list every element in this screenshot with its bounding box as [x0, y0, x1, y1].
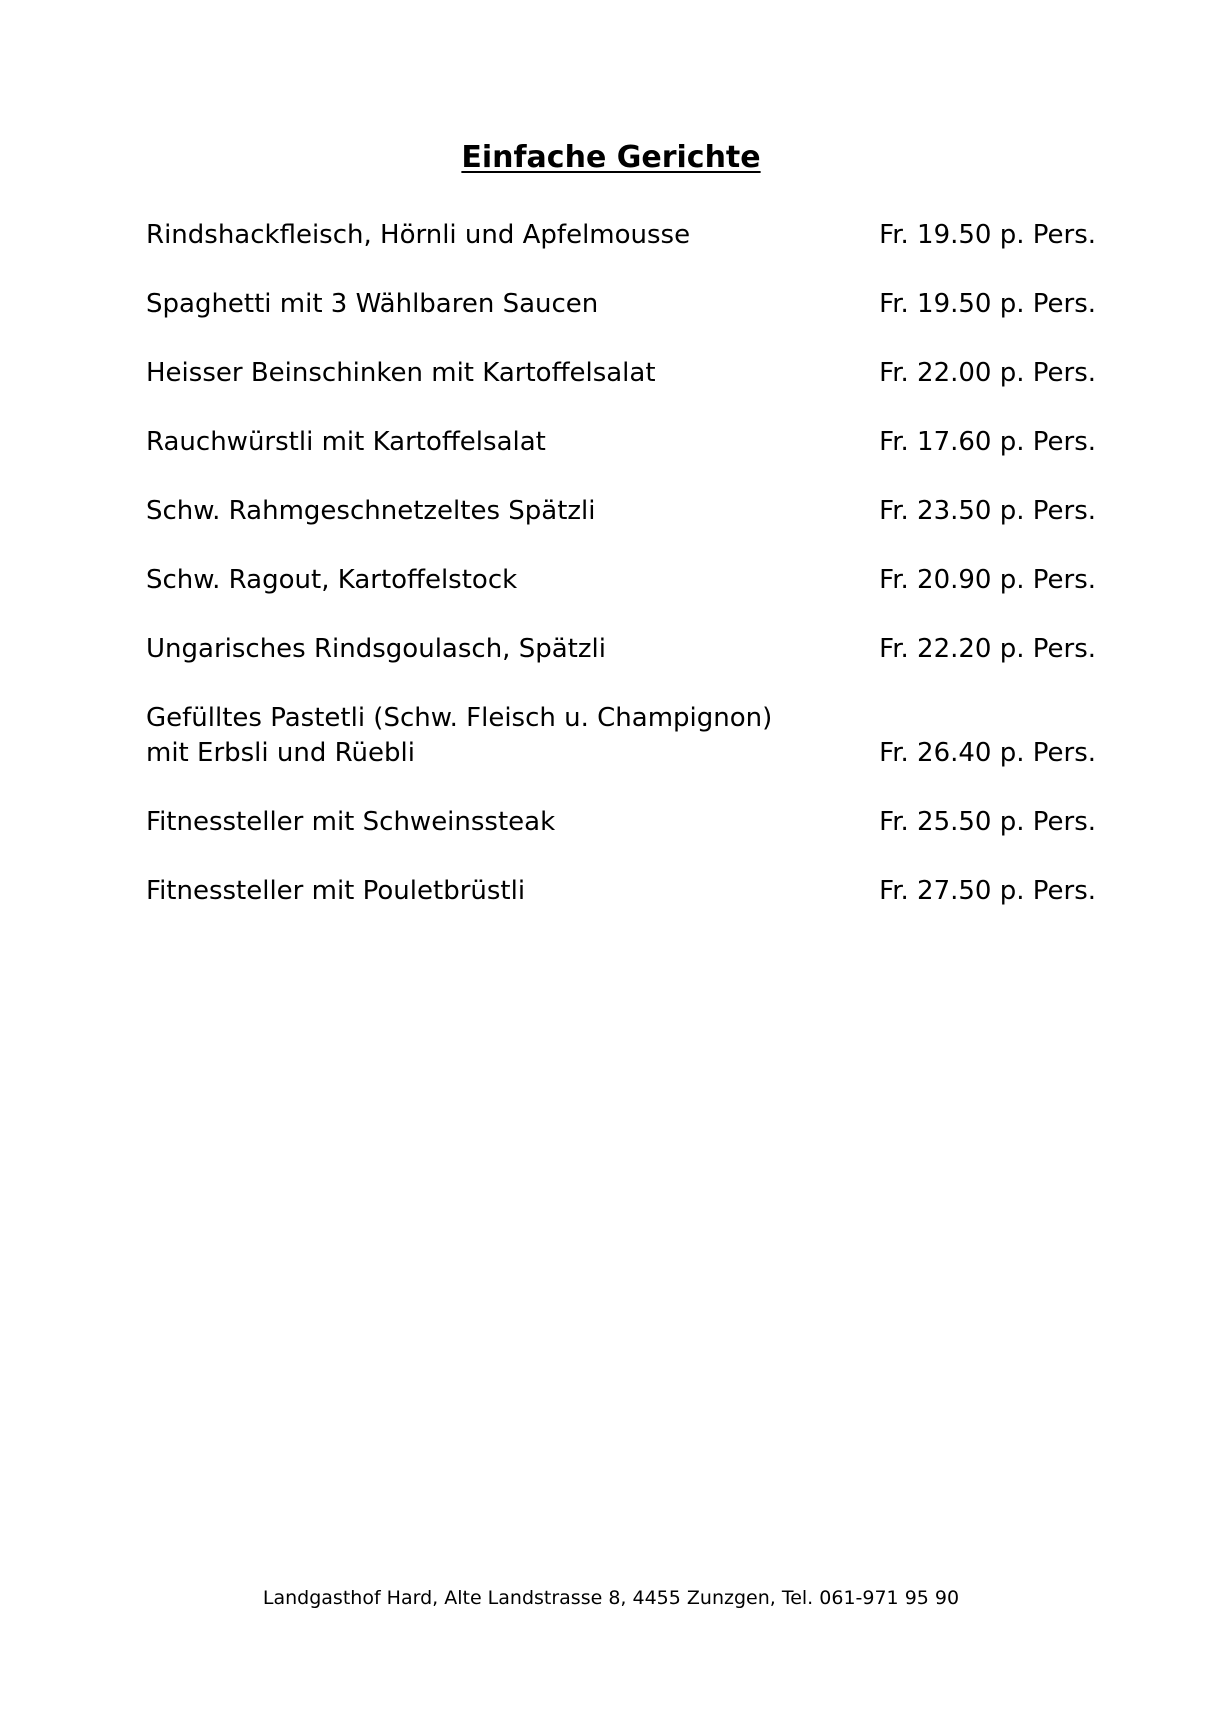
menu-item	[146, 425, 1096, 460]
menu-item-name-line2: mit Erbsli und Rüebli	[146, 738, 415, 768]
footer-address: Landgasthof Hard, Alte Landstrasse 8, 4455 Zunzgen, Tel. 061-971 95 90	[262, 1587, 960, 1609]
menu-item	[146, 494, 1096, 529]
page-title: Einfache Gerichte	[461, 140, 761, 175]
menu-item	[146, 563, 1096, 598]
menu-item	[146, 287, 1096, 322]
menu-item-name: Schw. Rahmgeschnetzeltes Spätzli	[146, 496, 596, 526]
menu-item	[146, 356, 1096, 391]
menu-list	[146, 218, 1096, 943]
menu-item-name-line1: Gefülltes Pastetli (Schw. Fleisch u. Champignon)	[146, 703, 773, 733]
menu-item-price: Fr. 25.50 p. Pers.	[879, 807, 1096, 837]
menu-item	[146, 874, 1096, 909]
menu-item-name: Rauchwürstli mit Kartoffelsalat	[146, 427, 546, 457]
menu-item-name: Heisser Beinschinken mit Kartoffelsalat	[146, 358, 656, 388]
menu-item-price: Fr. 23.50 p. Pers.	[879, 496, 1096, 526]
menu-item-price: Fr. 22.20 p. Pers.	[879, 634, 1096, 664]
menu-item-name: Ungarisches Rindsgoulasch, Spätzli	[146, 634, 606, 664]
menu-item	[146, 632, 1096, 667]
menu-item-price: Fr. 27.50 p. Pers.	[879, 876, 1096, 906]
menu-item-name: Rindshackfleisch, Hörnli und Apfelmousse	[146, 220, 691, 250]
menu-item	[146, 218, 1096, 253]
menu-item	[146, 805, 1096, 840]
menu-item-price: Fr. 17.60 p. Pers.	[879, 427, 1096, 457]
menu-item-name	[146, 701, 846, 771]
menu-item-price: Fr. 20.90 p. Pers.	[879, 565, 1096, 595]
menu-item-price: Fr. 19.50 p. Pers.	[879, 289, 1096, 319]
menu-item-price: Fr. 26.40 p. Pers.	[879, 738, 1096, 768]
menu-item	[146, 701, 1096, 771]
menu-item-name: Schw. Ragout, Kartoffelstock	[146, 565, 518, 595]
menu-item-price: Fr. 19.50 p. Pers.	[879, 220, 1096, 250]
menu-item-name: Fitnessteller mit Pouletbrüstli	[146, 876, 526, 906]
menu-item-name: Fitnessteller mit Schweinssteak	[146, 807, 556, 837]
menu-item-name: Spaghetti mit 3 Wählbaren Saucen	[146, 289, 599, 319]
menu-item-price: Fr. 22.00 p. Pers.	[879, 358, 1096, 388]
